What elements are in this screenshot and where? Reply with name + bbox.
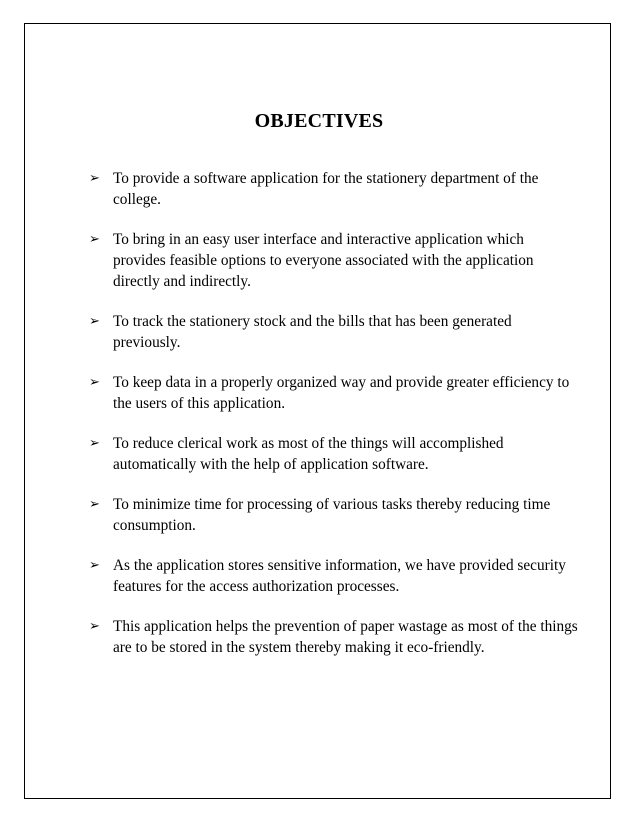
page-title: OBJECTIVES [254,110,384,132]
arrowhead-bullet-icon: ➢ [89,171,100,186]
objective-text: To track the stationery stock and the bills that has been generated previously. [113,313,512,351]
arrowhead-bullet-icon: ➢ [89,232,100,247]
objective-item [89,372,579,414]
objective-item [89,494,579,536]
objectives-list [89,168,579,677]
objective-text: To provide a software application for the stationery department of the college. [113,170,539,208]
arrowhead-bullet-icon: ➢ [89,497,100,512]
objective-item [89,555,579,597]
arrowhead-bullet-icon: ➢ [89,558,100,573]
arrowhead-bullet-icon: ➢ [89,619,100,634]
objective-text: To minimize time for processing of various tasks thereby reducing time consumption. [113,496,551,534]
objective-text: This application helps the prevention of paper wastage as most of the things are to be stored in the system thereby making it eco-friendly. [113,618,578,656]
objective-text: To bring in an easy user interface and interactive application which provides feasible options to everyone associated with the application directly and indirectly. [113,231,534,290]
objective-text: To keep data in a properly organized way and provide greater efficiency to the users of this application. [113,374,570,412]
objective-item [89,433,579,475]
objective-text: As the application stores sensitive information, we have provided security features for the access authorization processes. [113,557,566,595]
objective-text: To reduce clerical work as most of the things will accomplished automatically with the help of application software. [113,435,504,473]
objective-item [89,229,579,292]
objective-item [89,616,579,658]
arrowhead-bullet-icon: ➢ [89,436,100,451]
objective-item [89,311,579,353]
arrowhead-bullet-icon: ➢ [89,375,100,390]
arrowhead-bullet-icon: ➢ [89,314,100,329]
objective-item [89,168,579,210]
